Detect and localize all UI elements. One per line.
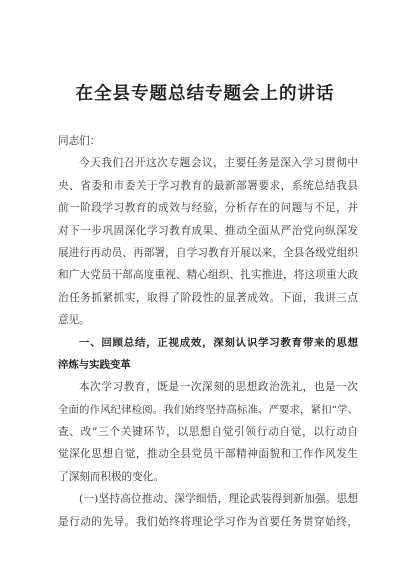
- paragraph-line: 央、省委和市委关于学习教育的最新部署要求，系统总结我县: [58, 179, 358, 192]
- paragraph-line: 和广大党员干部高度重视、精心组织、扎实推进，将这项重大政: [58, 269, 358, 282]
- paragraph-line: 展进行再动员、再部署，自学习教育开展以来，全县各级党组织: [58, 246, 358, 259]
- paragraph-line: 全面的作风纪律检阅。我们始终坚持高标准、严要求，紧扣“学、: [58, 403, 358, 416]
- heading-line: 一、回顾总结，正视成效，深刻认识学习教育带来的思想: [79, 336, 358, 349]
- paragraph-line: 查、改”三个关键环节，以思想自觉引领行动自觉，以行动自: [58, 426, 358, 439]
- section-heading-1: [58, 332, 358, 377]
- document-title: 在全县专题总结专题会上的讲话: [75, 84, 335, 104]
- paragraph-line: 今天我们召开这次专题会议，主要任务是深入学习贯彻中: [79, 157, 358, 170]
- paragraph-line: (一)坚持高位推动、深学细悟，理论武装得到新加强。思想: [79, 493, 358, 506]
- paragraph-line: 意见。: [58, 314, 90, 327]
- paragraph-subsection-1: [58, 488, 358, 533]
- paragraph-line: 是行动的先导。我们始终将理论学习作为首要任务贯穿始终，: [58, 515, 358, 528]
- paragraph-line: 本次学习教育，既是一次深刻的思想政治洗礼，也是一次: [79, 381, 358, 394]
- paragraph-intro: [58, 152, 358, 331]
- paragraph-line: 对下一步巩固深化学习教育成果、推动全面从严治党向纵深发: [58, 224, 358, 237]
- salutation: 同志们：: [58, 135, 101, 147]
- paragraph-line: 觉深化思想自觉，推动全县党员干部精神面貌和工作作风发生: [58, 448, 358, 461]
- paragraph-line: 了深刻而积极的变化。: [58, 470, 164, 483]
- paragraph-line: 前一阶段学习教育的成效与经验，分析存在的问题与不足，并: [58, 202, 358, 215]
- paragraph-line: 治任务抓紧抓实，取得了阶段性的显著成效。下面，我讲三点: [58, 291, 358, 304]
- paragraph-summary: [58, 376, 358, 488]
- document-body: [58, 130, 358, 533]
- heading-line: 淬炼与实践变革: [58, 358, 131, 371]
